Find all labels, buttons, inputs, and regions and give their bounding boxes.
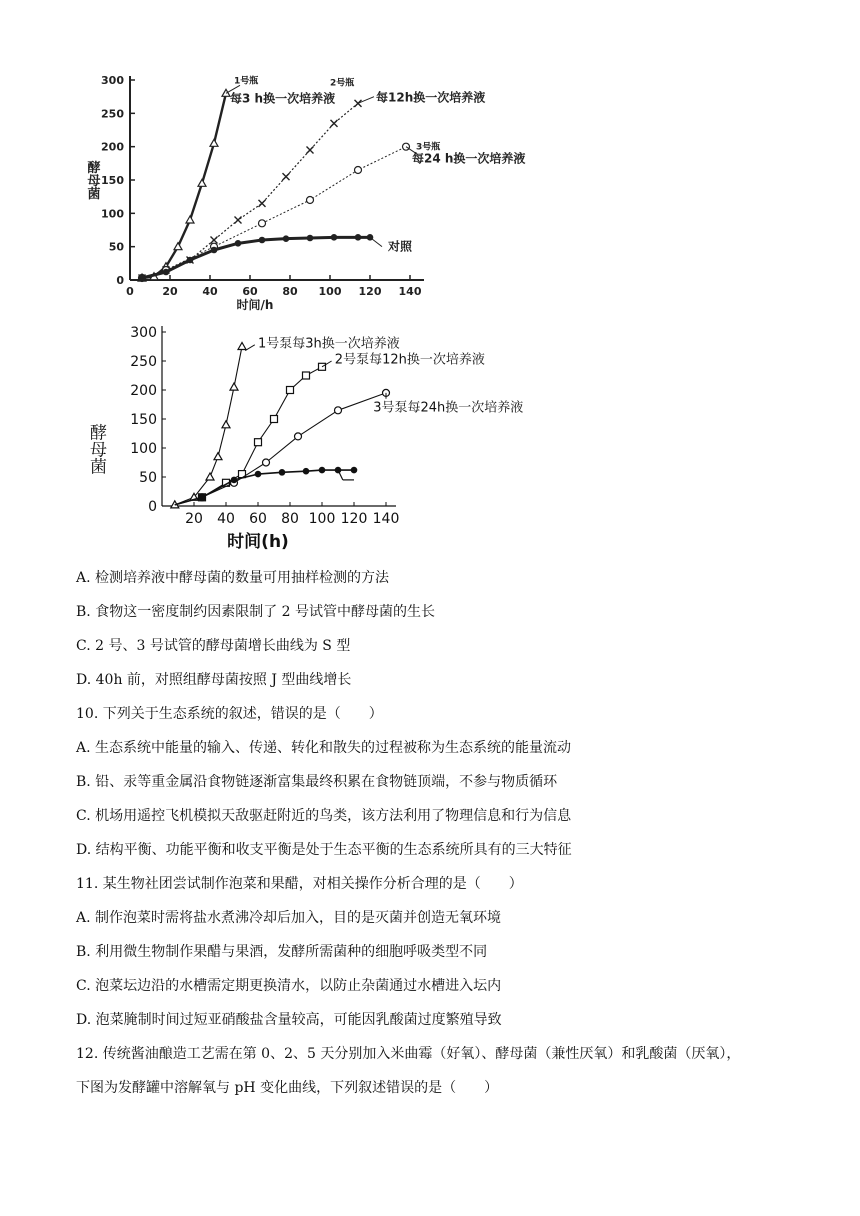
x-tick-label: 140 (372, 511, 400, 527)
data-point-1 (214, 453, 222, 460)
data-point-1 (210, 139, 218, 146)
data-point-4 (355, 234, 362, 241)
series-label-leader (370, 237, 382, 246)
x-tick-label: 20 (162, 285, 178, 298)
q10-option-a: A. 生态系统中能量的输入、传递、转化和散失的过程被称为生态系统的能量流动 (76, 740, 572, 756)
y-tick-label: 300 (130, 325, 157, 341)
series-line-4 (142, 237, 370, 278)
q11-option-a: A. 制作泡菜时需将盐水煮沸冷却后加入，目的是灭菌并创造无氧环境 (76, 910, 502, 926)
data-point-3 (295, 433, 302, 440)
data-point-2 (307, 147, 314, 154)
data-point-4 (279, 469, 286, 476)
data-point-2 (303, 372, 310, 379)
x-tick-label: 140 (398, 285, 422, 298)
series-label: 3号泵每24h换一次培养液 (373, 400, 524, 416)
x-axis-label: 时间/h (236, 298, 274, 312)
x-tick-label: 60 (242, 285, 258, 298)
y-tick-label: 50 (139, 470, 157, 486)
series-line-3 (142, 147, 406, 278)
x-tick-label: 40 (202, 285, 218, 298)
data-point-4 (307, 235, 314, 242)
data-point-1 (206, 473, 214, 480)
data-point-4 (319, 467, 326, 474)
data-point-4 (259, 237, 266, 244)
data-point-1 (174, 243, 182, 250)
y-axis-label: 酵母菌 (86, 423, 106, 475)
q10-stem: 10. 下列关于生态系统的叙述，错误的是（ ） (76, 706, 383, 722)
data-point-3 (355, 167, 362, 174)
series-label: 2号泵每12h换一次培养液 (334, 352, 485, 368)
x-tick-label: 80 (281, 511, 299, 527)
series-label-top: 2号瓶 (330, 78, 355, 89)
data-point-4 (199, 494, 206, 501)
data-point-1 (222, 421, 230, 428)
x-tick-label: 100 (318, 285, 342, 298)
data-point-3 (307, 197, 314, 204)
y-axis-label: 酵母菌 (84, 160, 100, 200)
data-point-4 (331, 234, 338, 241)
data-point-3 (403, 143, 410, 150)
q10-option-b: B. 铅、汞等重金属沿食物链逐渐富集最终积累在食物链顶端，不参与物质循环 (76, 774, 558, 790)
data-point-1 (238, 343, 246, 350)
x-tick-label: 120 (358, 285, 382, 298)
q10-option-d: D. 结构平衡、功能平衡和收支平衡是处于生态平衡的生态系统所具有的三大特征 (76, 842, 572, 858)
data-point-2 (211, 237, 218, 244)
data-point-2 (287, 387, 294, 394)
data-point-4 (235, 240, 242, 247)
series-label: 每12h换一次培养液 (376, 90, 486, 105)
q9-option-d: D. 40h 前，对照组酵母菌按照 J 型曲线增长 (76, 672, 352, 688)
data-point-4 (163, 269, 170, 276)
data-point-2 (331, 120, 338, 127)
q11-option-c: C. 泡菜坛边沿的水槽需定期更换清水，以防止杂菌通过水槽进入坛内 (76, 978, 502, 994)
y-tick-label: 250 (101, 107, 124, 121)
q10-option-c: C. 机场用遥控飞机模拟天敌驱赶附近的鸟类，该方法利用了物理信息和行为信息 (76, 808, 572, 824)
chart1-svg (70, 66, 570, 316)
data-point-2 (235, 217, 242, 224)
q9-option-a: A. 检测培养液中酵母菌的数量可用抽样检测的方法 (76, 570, 390, 586)
data-point-2 (259, 200, 266, 207)
y-tick-label: 100 (130, 441, 157, 457)
data-point-3 (335, 407, 342, 414)
x-tick-label: 20 (185, 511, 203, 527)
y-tick-label: 100 (101, 207, 124, 221)
data-point-3 (259, 220, 266, 227)
series-line-3 (175, 393, 386, 505)
q11-option-b: B. 利用微生物制作果醋与果酒，发酵所需菌种的细胞呼吸类型不同 (76, 944, 488, 960)
series-label-top: 1号瓶 (234, 76, 259, 87)
y-tick-label: 150 (130, 412, 157, 428)
series-label: 每3 h换一次培养液 (230, 91, 336, 106)
q9-option-b: B. 食物这一密度制约因素限制了 2 号试管中酵母菌的生长 (76, 604, 435, 620)
series-label: 1号泵每3h换一次培养液 (258, 336, 400, 352)
data-point-1 (230, 383, 238, 390)
chart2-svg (70, 318, 590, 558)
y-tick-label: 50 (108, 240, 124, 254)
x-tick-label: 120 (340, 511, 368, 527)
q9-option-c: C. 2 号、3 号试管的酵母菌增长曲线为 S 型 (76, 638, 351, 654)
x-axis-label: 时间(h) (227, 532, 289, 552)
data-point-4 (211, 247, 218, 254)
data-point-1 (198, 179, 206, 186)
y-tick-label: 250 (130, 354, 157, 370)
data-point-3 (263, 459, 270, 466)
series-label: 每24 h换一次培养液 (412, 151, 526, 166)
q11-stem: 11. 某生物社团尝试制作泡菜和果醋，对相关操作分析合理的是（ ） (76, 876, 523, 892)
data-point-4 (139, 275, 146, 282)
data-point-4 (283, 235, 290, 242)
data-point-2 (283, 173, 290, 180)
series-label-top: 3号瓶 (416, 142, 441, 153)
y-tick-label: 0 (116, 274, 124, 287)
y-tick-label: 200 (101, 140, 124, 154)
x-tick-label: 0 (126, 285, 134, 298)
data-point-2 (271, 416, 278, 423)
x-tick-label: 100 (308, 511, 336, 527)
q12-stem-line2: 下图为发酵罐中溶解氧与 pH 变化曲线，下列叙述错误的是（ ） (76, 1080, 499, 1096)
data-point-1 (186, 216, 194, 223)
data-point-4 (187, 257, 194, 264)
data-point-4 (255, 471, 262, 478)
y-tick-label: 200 (130, 383, 157, 399)
data-point-4 (303, 468, 310, 475)
y-tick-label: 150 (101, 174, 124, 187)
series-label-leader (245, 345, 255, 351)
x-tick-label: 40 (217, 511, 235, 527)
x-tick-label: 80 (282, 285, 298, 298)
q12-stem-line1: 12. 传统酱油酿造工艺需在第 0、2、5 天分别加入米曲霉（好氧）、酵母菌（兼性厌氧）和乳酸菌（厌氧）， (76, 1046, 741, 1062)
y-tick-label: 0 (148, 499, 157, 515)
y-tick-label: 300 (101, 74, 124, 87)
data-point-4 (351, 467, 358, 474)
chart-yeast-growth-1 (70, 66, 570, 316)
data-point-2 (255, 439, 262, 446)
x-tick-label: 60 (249, 511, 267, 527)
series-label: 对照 (388, 239, 413, 254)
chart-yeast-growth-2 (70, 318, 590, 558)
data-point-4 (231, 477, 238, 484)
data-point-4 (335, 467, 342, 474)
q11-option-d: D. 泡菜腌制时间过短亚硝酸盐含量较高，可能因乳酸菌过度繁殖导致 (76, 1012, 502, 1028)
